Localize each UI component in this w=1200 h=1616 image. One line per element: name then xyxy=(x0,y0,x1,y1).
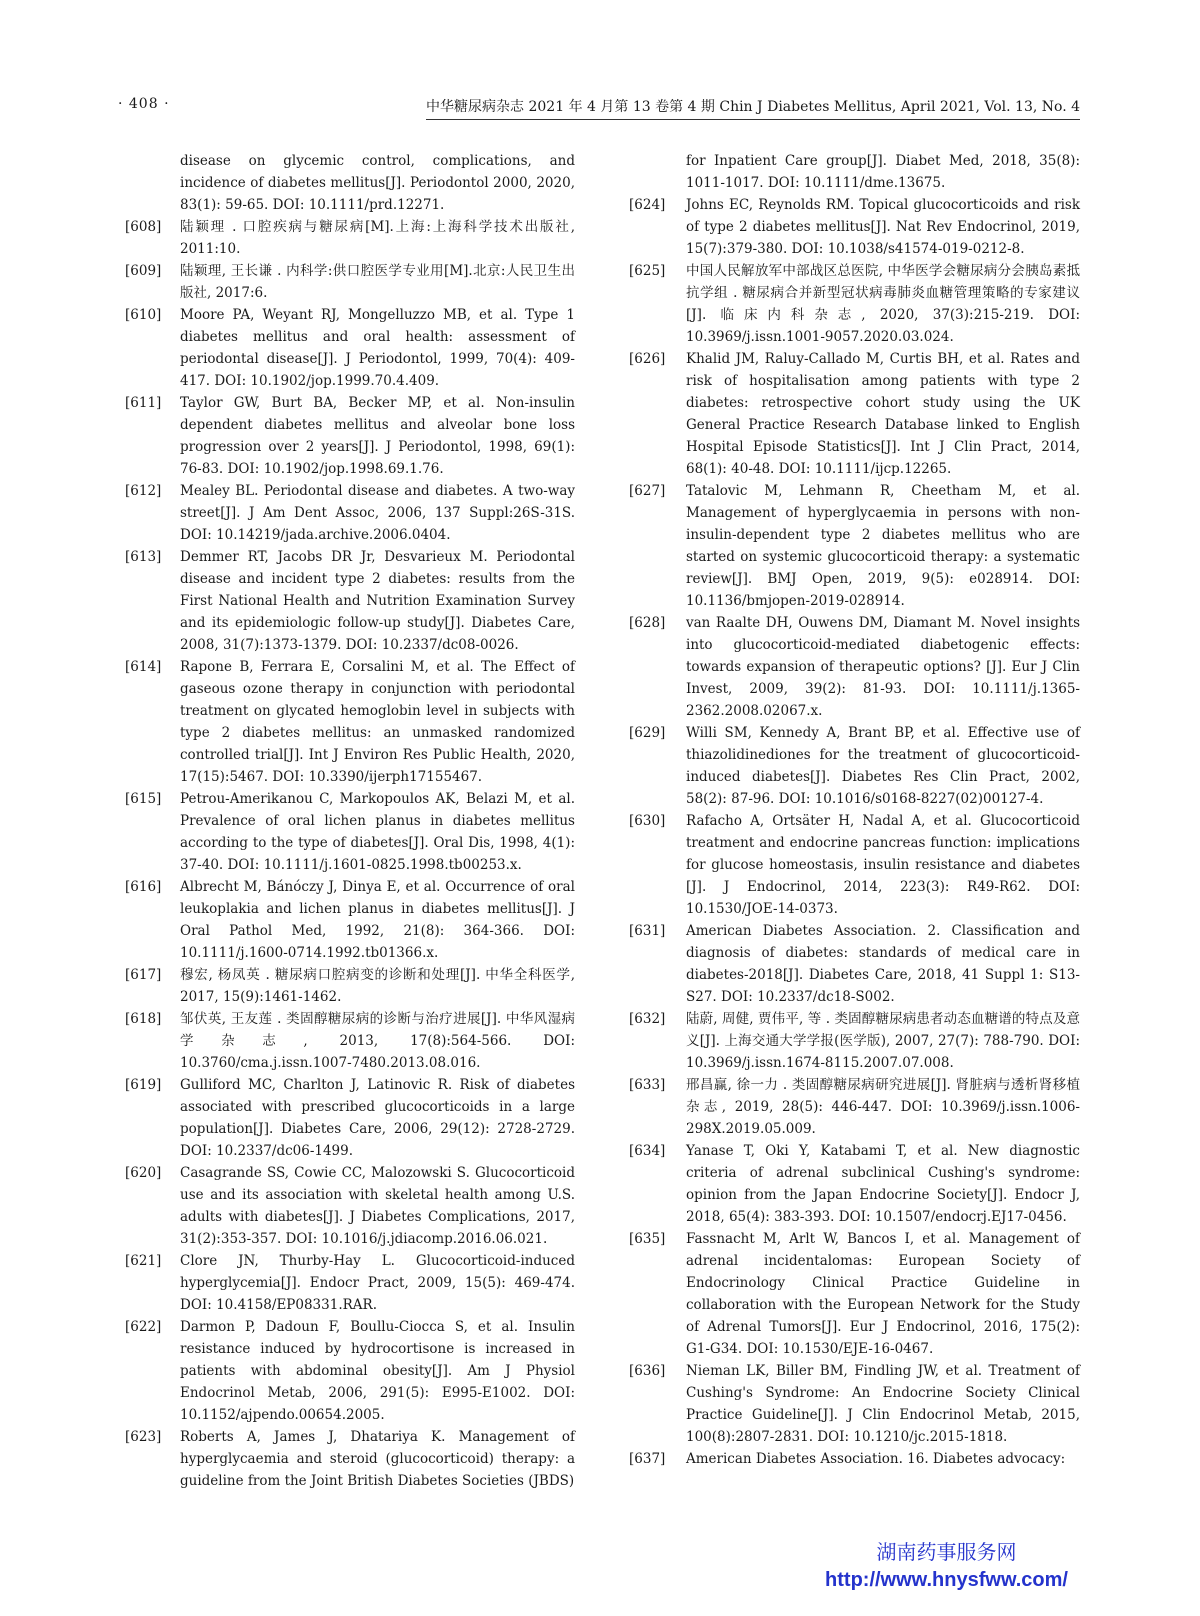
reference-text: American Diabetes Association. 16. Diabetes advocacy: xyxy=(686,1451,1066,1467)
reference-entry xyxy=(629,920,1080,1008)
reference-entry xyxy=(629,194,1080,260)
reference-text: van Raalte DH, Ouwens DM, Diamant M. Novel insights into glucocorticoid-mediated diabetogenic effects: towards expansion of therapeutic options? [J]. Eur J Clin Invest, 2009, 39(2): 81-93. DOI: 10.1111/j.1365-2362.2008.02067.x. xyxy=(686,615,1080,719)
reference-text: Johns EC, Reynolds RM. Topical glucocorticoids and risk of type 2 diabetes mellitus[J]. Nat Rev Endocrinol, 2019, 15(7):379-380. DOI: 10.1038/s41574-019-0212-8. xyxy=(686,197,1080,257)
reference-number: [614] xyxy=(125,659,162,675)
reference-number: [628] xyxy=(629,615,666,631)
reference-number: [631] xyxy=(629,923,666,939)
reference-entry xyxy=(125,1074,575,1162)
reference-number: [623] xyxy=(125,1429,162,1445)
reference-text: Nieman LK, Biller BM, Findling JW, et al. Treatment of Cushing's Syndrome: An Endocrine Society Clinical Practice Guideline[J]. J Clin Endocrinol Metab, 2015, 100(8):2807-2831. DOI: 10.1210/jc.2015-1818. xyxy=(686,1363,1080,1445)
reference-text: Taylor GW, Burt BA, Becker MP, et al. Non-insulin dependent diabetes mellitus and alveolar bone loss progression over 2 years[J]. J Periodontol, 1998, 69(1): 76-83. DOI: 10.1902/jop.1998.69.1.76. xyxy=(180,395,575,477)
reference-text: 邢昌赢, 徐一力 . 类固醇糖尿病研究进展[J]. 肾脏病与透析肾移植杂志, 2019, 28(5): 446-447. DOI: 10.3969/j.issn.1006-298X.2019.05.009. xyxy=(686,1077,1080,1137)
reference-entry xyxy=(629,1448,1080,1470)
reference-text: Roberts A, James J, Dhatariya K. Management of hyperglycaemia and steroid (glucocorticoid) therapy: a guideline from the Joint British Diabetes Societies (JBDS) xyxy=(180,1429,575,1489)
reference-number: [630] xyxy=(629,813,666,829)
reference-text: Moore PA, Weyant RJ, Mongelluzzo MB, et al. Type 1 diabetes mellitus and oral health: assessment of periodontal disease[J]. J Periodontol, 1999, 70(4): 409-417. DOI: 10.1902/jop.1999.70.4.409. xyxy=(180,307,575,389)
reference-entry xyxy=(125,150,575,216)
reference-number: [626] xyxy=(629,351,666,367)
reference-number: [635] xyxy=(629,1231,666,1247)
reference-text: 邹伏英, 王友莲 . 类固醇糖尿病的诊断与治疗进展[J]. 中华风湿病学杂志, 2013, 17(8):564-566. DOI: 10.3760/cma.j.issn.1007-7480.2013.08.016. xyxy=(180,1011,575,1071)
reference-entry xyxy=(629,1360,1080,1448)
reference-text: Casagrande SS, Cowie CC, Malozowski S. Glucocorticoid use and its association with skeletal health among U.S. adults with diabetes[J]. J Diabetes Complications, 2017, 31(2):353-357. DOI: 10.1016/j.jdiacomp.2016.06.021. xyxy=(180,1165,575,1247)
reference-number: [620] xyxy=(125,1165,162,1181)
reference-text: Demmer RT, Jacobs DR Jr, Desvarieux M. Periodontal disease and incident type 2 diabetes: results from the First National Health and Nutrition Examination Survey and its epidemiologic follow-up study[J]. Diabetes Care, 2008, 31(7):1373-1379. DOI: 10.2337/dc08-0026. xyxy=(180,549,575,653)
reference-number: [611] xyxy=(125,395,162,411)
reference-entry xyxy=(629,722,1080,810)
reference-entry xyxy=(125,1008,575,1074)
reference-entry xyxy=(629,1140,1080,1228)
reference-text: Khalid JM, Raluy-Callado M, Curtis BH, et al. Rates and risk of hospitalisation among patients with type 2 diabetes: retrospective cohort study using the UK General Practice Research Database linked to English Hospital Episode Statistics[J]. Int J Clin Pract, 2014, 68(1): 40-48. DOI: 10.1111/ijcp.12265. xyxy=(686,351,1080,477)
reference-text: Darmon P, Dadoun F, Boullu-Ciocca S, et al. Insulin resistance induced by hydrocortisone is increased in patients with abdominal obesity[J]. Am J Physiol Endocrinol Metab, 2006, 291(5): E995-E1002. DOI: 10.1152/ajpendo.00654.2005. xyxy=(180,1319,575,1423)
reference-text: Gulliford MC, Charlton J, Latinovic R. Risk of diabetes associated with prescribed glucocorticoids in a large population[J]. Diabetes Care, 2006, 29(12): 2728-2729. DOI: 10.2337/dc06-1499. xyxy=(180,1077,575,1159)
reference-number: [634] xyxy=(629,1143,666,1159)
reference-text: for Inpatient Care group[J]. Diabet Med, 2018, 35(8): 1011-1017. DOI: 10.1111/dme.13675. xyxy=(686,153,1080,191)
reference-number: [610] xyxy=(125,307,162,323)
reference-text: American Diabetes Association. 2. Classification and diagnosis of diabetes: standards of medical care in diabetes-2018[J]. Diabetes Care, 2018, 41 Suppl 1: S13-S27. DOI: 10.2337/dc18-S002. xyxy=(686,923,1080,1005)
reference-entry xyxy=(629,810,1080,920)
reference-entry xyxy=(125,1316,575,1426)
references-left-column xyxy=(125,150,575,1492)
reference-number: [633] xyxy=(629,1077,666,1093)
reference-entry xyxy=(629,480,1080,612)
reference-entry xyxy=(629,348,1080,480)
reference-text: Mealey BL. Periodontal disease and diabetes. A two-way street[J]. J Am Dent Assoc, 2006, 137 Suppl:26S-31S. DOI: 10.14219/jada.archive.2006.0404. xyxy=(180,483,575,543)
reference-entry xyxy=(125,304,575,392)
reference-text: Petrou-Amerikanou C, Markopoulos AK, Belazi M, et al. Prevalence of oral lichen planus in diabetes mellitus according to the type of diabetes[J]. Oral Dis, 1998, 4(1): 37-40. DOI: 10.1111/j.1601-0825.1998.tb00253.x. xyxy=(180,791,575,873)
reference-number: [625] xyxy=(629,263,666,279)
reference-number: [637] xyxy=(629,1451,666,1467)
reference-entry xyxy=(629,1228,1080,1360)
reference-number: [629] xyxy=(629,725,666,741)
reference-entry xyxy=(629,150,1080,194)
reference-text: Tatalovic M, Lehmann R, Cheetham M, et al. Management of hyperglycaemia in persons with non-insulin-dependent type 2 diabetes mellitus who are started on systemic glucocorticoid therapy: a systematic review[J]. BMJ Open, 2019, 9(5): e028914. DOI: 10.1136/bmjopen-2019-028914. xyxy=(686,483,1080,609)
reference-entry xyxy=(125,876,575,964)
references-right-column xyxy=(629,150,1080,1470)
reference-text: Rapone B, Ferrara E, Corsalini M, et al. The Effect of gaseous ozone therapy in conjunction with periodontal treatment on glycated hemoglobin level in subjects with type 2 diabetes mellitus: an unmasked randomized controlled trial[J]. Int J Environ Res Public Health, 2020, 17(15):5467. DOI: 10.3390/ijerph17155467. xyxy=(180,659,575,785)
watermark-site-name: 湖南药事服务网 xyxy=(876,1542,1017,1564)
reference-text: 陆蔚, 周健, 贾伟平, 等 . 类固醇糖尿病患者动态血糖谱的特点及意义[J]. 上海交通大学学报(医学版), 2007, 27(7): 788-790. DOI: 10.3969/j.issn.1674-8115.2007.07.008. xyxy=(686,1011,1080,1071)
reference-number: [612] xyxy=(125,483,162,499)
reference-number: [621] xyxy=(125,1253,162,1269)
reference-number: [627] xyxy=(629,483,666,499)
reference-text: Yanase T, Oki Y, Katabami T, et al. New diagnostic criteria of adrenal subclinical Cushing's syndrome: opinion from the Japan Endocrine Society[J]. Endocr J, 2018, 65(4): 383-393. DOI: 10.1507/endocrj.EJ17-0456. xyxy=(686,1143,1080,1225)
reference-entry xyxy=(125,480,575,546)
reference-text: 穆宏, 杨凤英 . 糖尿病口腔病变的诊断和处理[J]. 中华全科医学, 2017, 15(9):1461-1462. xyxy=(180,967,575,1005)
reference-entry xyxy=(629,1008,1080,1074)
reference-entry xyxy=(629,260,1080,348)
reference-entry xyxy=(125,546,575,656)
reference-text: Rafacho A, Ortsäter H, Nadal A, et al. Glucocorticoid treatment and endocrine pancreas function: implications for glucose homeostasis, insulin resistance and diabetes [J]. J Endocrinol, 2014, 223(3): R49-R62. DOI: 10.1530/JOE-14-0373. xyxy=(686,813,1080,917)
reference-text: disease on glycemic control, complications, and incidence of diabetes mellitus[J]. Periodontol 2000, 2020, 83(1): 59-65. DOI: 10.1111/prd.12271. xyxy=(180,153,575,213)
reference-entry xyxy=(125,1426,575,1492)
reference-number: [624] xyxy=(629,197,666,213)
reference-text: Clore JN, Thurby-Hay L. Glucocorticoid-induced hyperglycemia[J]. Endocr Pract, 2009, 15(5): 469-474. DOI: 10.4158/EP08331.RAR. xyxy=(180,1253,575,1313)
reference-entry xyxy=(125,656,575,788)
reference-entry xyxy=(125,964,575,1008)
reference-number: [636] xyxy=(629,1363,666,1379)
reference-number: [619] xyxy=(125,1077,162,1093)
reference-entry xyxy=(125,788,575,876)
reference-number: [608] xyxy=(125,219,162,235)
reference-entry xyxy=(125,392,575,480)
reference-entry xyxy=(629,612,1080,722)
reference-entry xyxy=(629,1074,1080,1140)
reference-entry xyxy=(125,260,575,304)
site-watermark xyxy=(825,1540,1068,1594)
reference-number: [632] xyxy=(629,1011,666,1027)
page-number: · 408 · xyxy=(118,96,170,112)
journal-citation-line: 中华糖尿病杂志 2021 年 4 月第 13 卷第 4 期 Chin J Diabetes Mellitus, April 2021, Vol. 13, No. 4 xyxy=(426,96,1080,120)
reference-number: [622] xyxy=(125,1319,162,1335)
reference-text: 陆颖理 . 口腔疾病与糖尿病[M].上海:上海科学技术出版社, 2011:10. xyxy=(180,219,575,257)
reference-text: Fassnacht M, Arlt W, Bancos I, et al. Management of adrenal incidentalomas: European Society of Endocrinology Clinical Practice Guideline in collaboration with the European Network for the Study of Adrenal Tumors[J]. Eur J Endocrinol, 2016, 175(2): G1-G34. DOI: 10.1530/EJE-16-0467. xyxy=(686,1231,1080,1357)
reference-text: Albrecht M, Bánóczy J, Dinya E, et al. Occurrence of oral leukoplakia and lichen planus in diabetes mellitus[J]. J Oral Pathol Med, 1992, 21(8): 364-366. DOI: 10.1111/j.1600-0714.1992.tb01366.x. xyxy=(180,879,575,961)
reference-number: [617] xyxy=(125,967,162,983)
reference-number: [618] xyxy=(125,1011,162,1027)
reference-number: [613] xyxy=(125,549,162,565)
reference-text: 陆颖理, 王长谦 . 内科学:供口腔医学专业用[M].北京:人民卫生出版社, 2017:6. xyxy=(180,263,575,301)
page-header xyxy=(118,92,1080,120)
watermark-url: http://www.hnysfww.com/ xyxy=(825,1569,1068,1591)
reference-text: Willi SM, Kennedy A, Brant BP, et al. Effective use of thiazolidinediones for the treatment of glucocorticoid-induced diabetes[J]. Diabetes Res Clin Pract, 2002, 58(2): 87-96. DOI: 10.1016/s0168-8227(02)00127-4. xyxy=(686,725,1080,807)
reference-entry xyxy=(125,1162,575,1250)
reference-number: [616] xyxy=(125,879,162,895)
reference-number: [609] xyxy=(125,263,162,279)
reference-entry xyxy=(125,216,575,260)
reference-text: 中国人民解放军中部战区总医院, 中华医学会糖尿病分会胰岛素抵抗学组 . 糖尿病合并新型冠状病毒肺炎血糖管理策略的专家建议[J]. 临床内科杂志, 2020, 37(3):215-219. DOI: 10.3969/j.issn.1001-9057.2020.03.024. xyxy=(686,263,1080,345)
reference-entry xyxy=(125,1250,575,1316)
reference-number: [615] xyxy=(125,791,162,807)
